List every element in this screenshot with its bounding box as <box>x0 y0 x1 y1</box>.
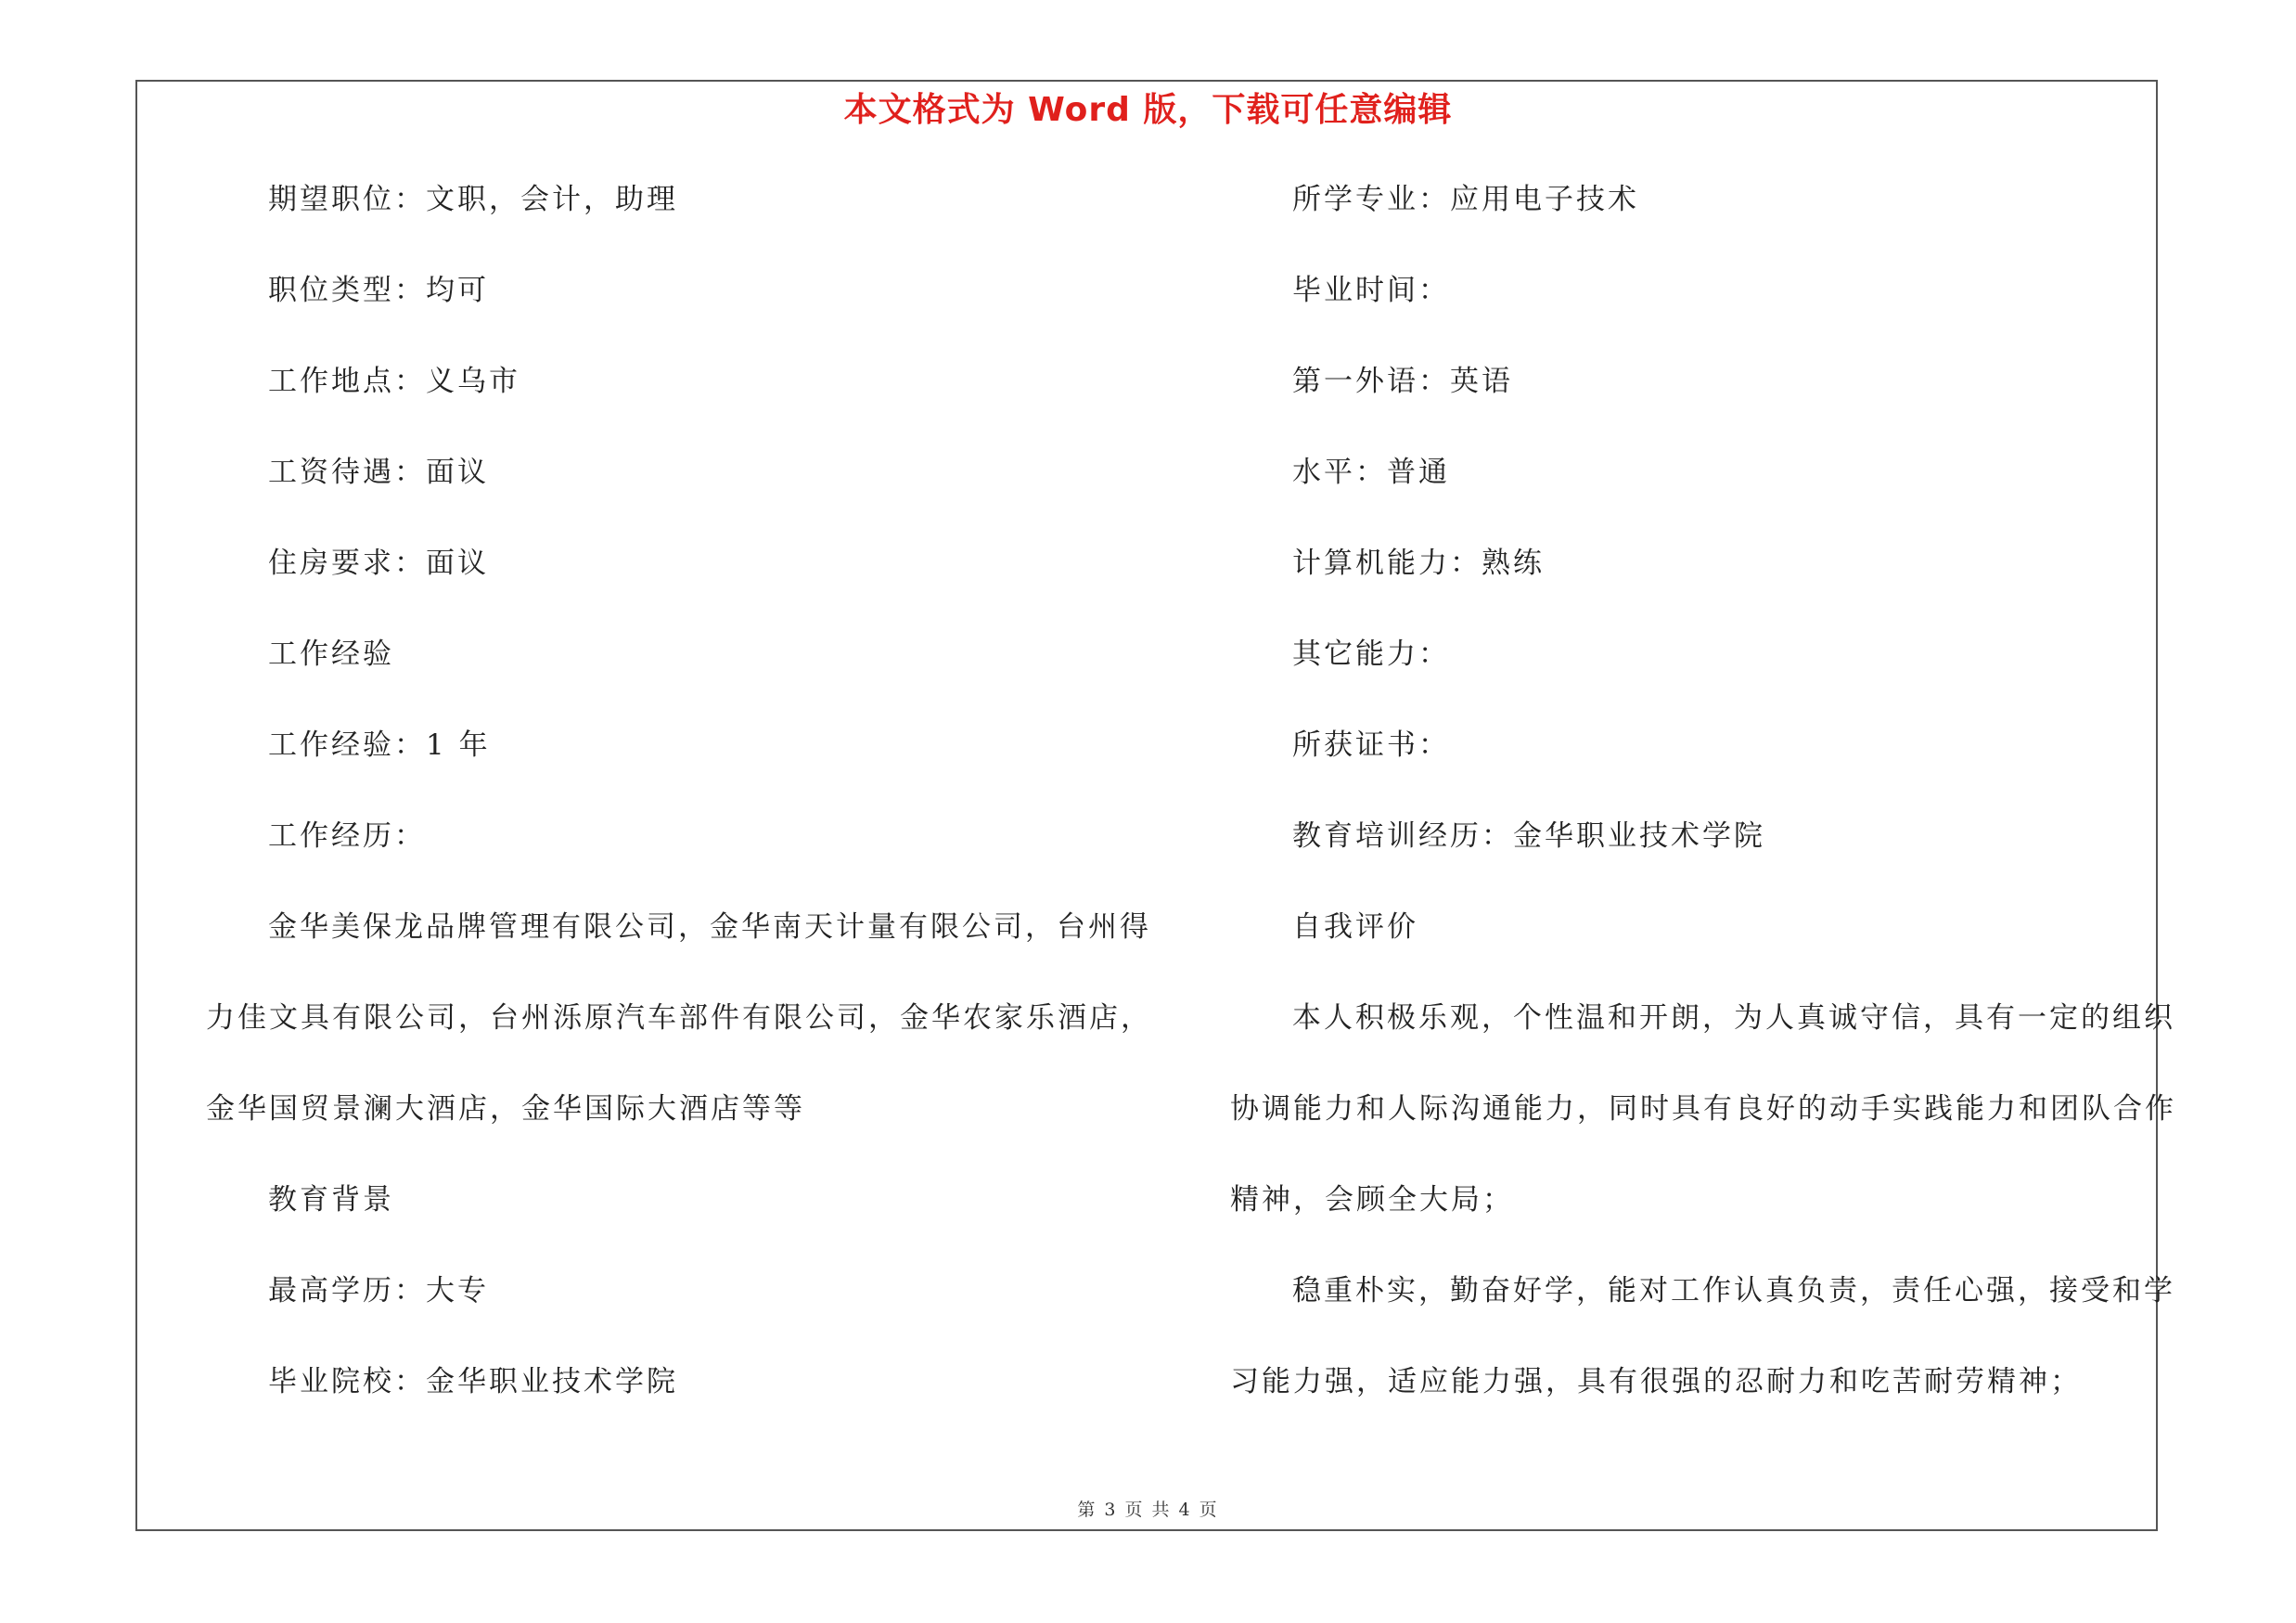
field-language-level: 水平：普通 <box>1292 456 1450 489</box>
field-computer-skill: 计算机能力：熟练 <box>1292 547 1545 580</box>
field-housing: 住房要求：面议 <box>268 547 489 580</box>
field-work-location: 工作地点：义乌市 <box>268 365 520 398</box>
field-certificates: 所获证书： <box>1292 728 1450 762</box>
self-evaluation-line: 稳重朴实，勤奋好学，能对工作认真负责，责任心强，接受和学 <box>1292 1274 2175 1307</box>
field-salary: 工资待遇：面议 <box>268 456 489 489</box>
self-evaluation-line: 本人积极乐观，个性温和开朗，为人真诚守信，具有一定的组织 <box>1292 1001 2175 1035</box>
field-work-history-label: 工作经历： <box>268 819 426 853</box>
work-history-line: 力佳文具有限公司，台州泺原汽车部件有限公司，金华农家乐酒店， <box>206 1001 1152 1035</box>
field-training: 教育培训经历：金华职业技术学院 <box>1292 819 1765 853</box>
field-position-type: 职位类型：均可 <box>268 274 489 307</box>
work-history-line: 金华国贸景澜大酒店，金华国际大酒店等等 <box>206 1092 805 1126</box>
section-education: 教育背景 <box>268 1183 394 1217</box>
page-number: 第 3 页 共 4 页 <box>1077 1500 1219 1520</box>
self-evaluation-line: 习能力强，适应能力强，具有很强的忍耐力和吃苦耐劳精神； <box>1230 1365 2082 1398</box>
field-other-skills: 其它能力： <box>1292 638 1450 671</box>
field-years-experience: 工作经验：1 年 <box>268 728 491 762</box>
field-foreign-language: 第一外语：英语 <box>1292 365 1513 398</box>
document-banner: 本文格式为 Word 版，下载可任意编辑 <box>843 91 1453 129</box>
field-desired-position: 期望职位：文职，会计，助理 <box>268 183 678 216</box>
section-self-evaluation: 自我评价 <box>1292 910 1418 944</box>
field-graduation-school: 毕业院校：金华职业技术学院 <box>268 1365 678 1398</box>
self-evaluation-line: 协调能力和人际沟通能力，同时具有良好的动手实践能力和团队合作 <box>1230 1092 2176 1126</box>
work-history-line: 金华美保龙品牌管理有限公司，金华南天计量有限公司，台州得 <box>268 910 1151 944</box>
field-highest-degree: 最高学历：大专 <box>268 1274 489 1307</box>
field-graduation-date: 毕业时间： <box>1292 274 1450 307</box>
section-work-experience: 工作经验 <box>268 638 394 671</box>
self-evaluation-line: 精神，会顾全大局； <box>1230 1183 1514 1217</box>
field-major: 所学专业：应用电子技术 <box>1292 183 1639 216</box>
